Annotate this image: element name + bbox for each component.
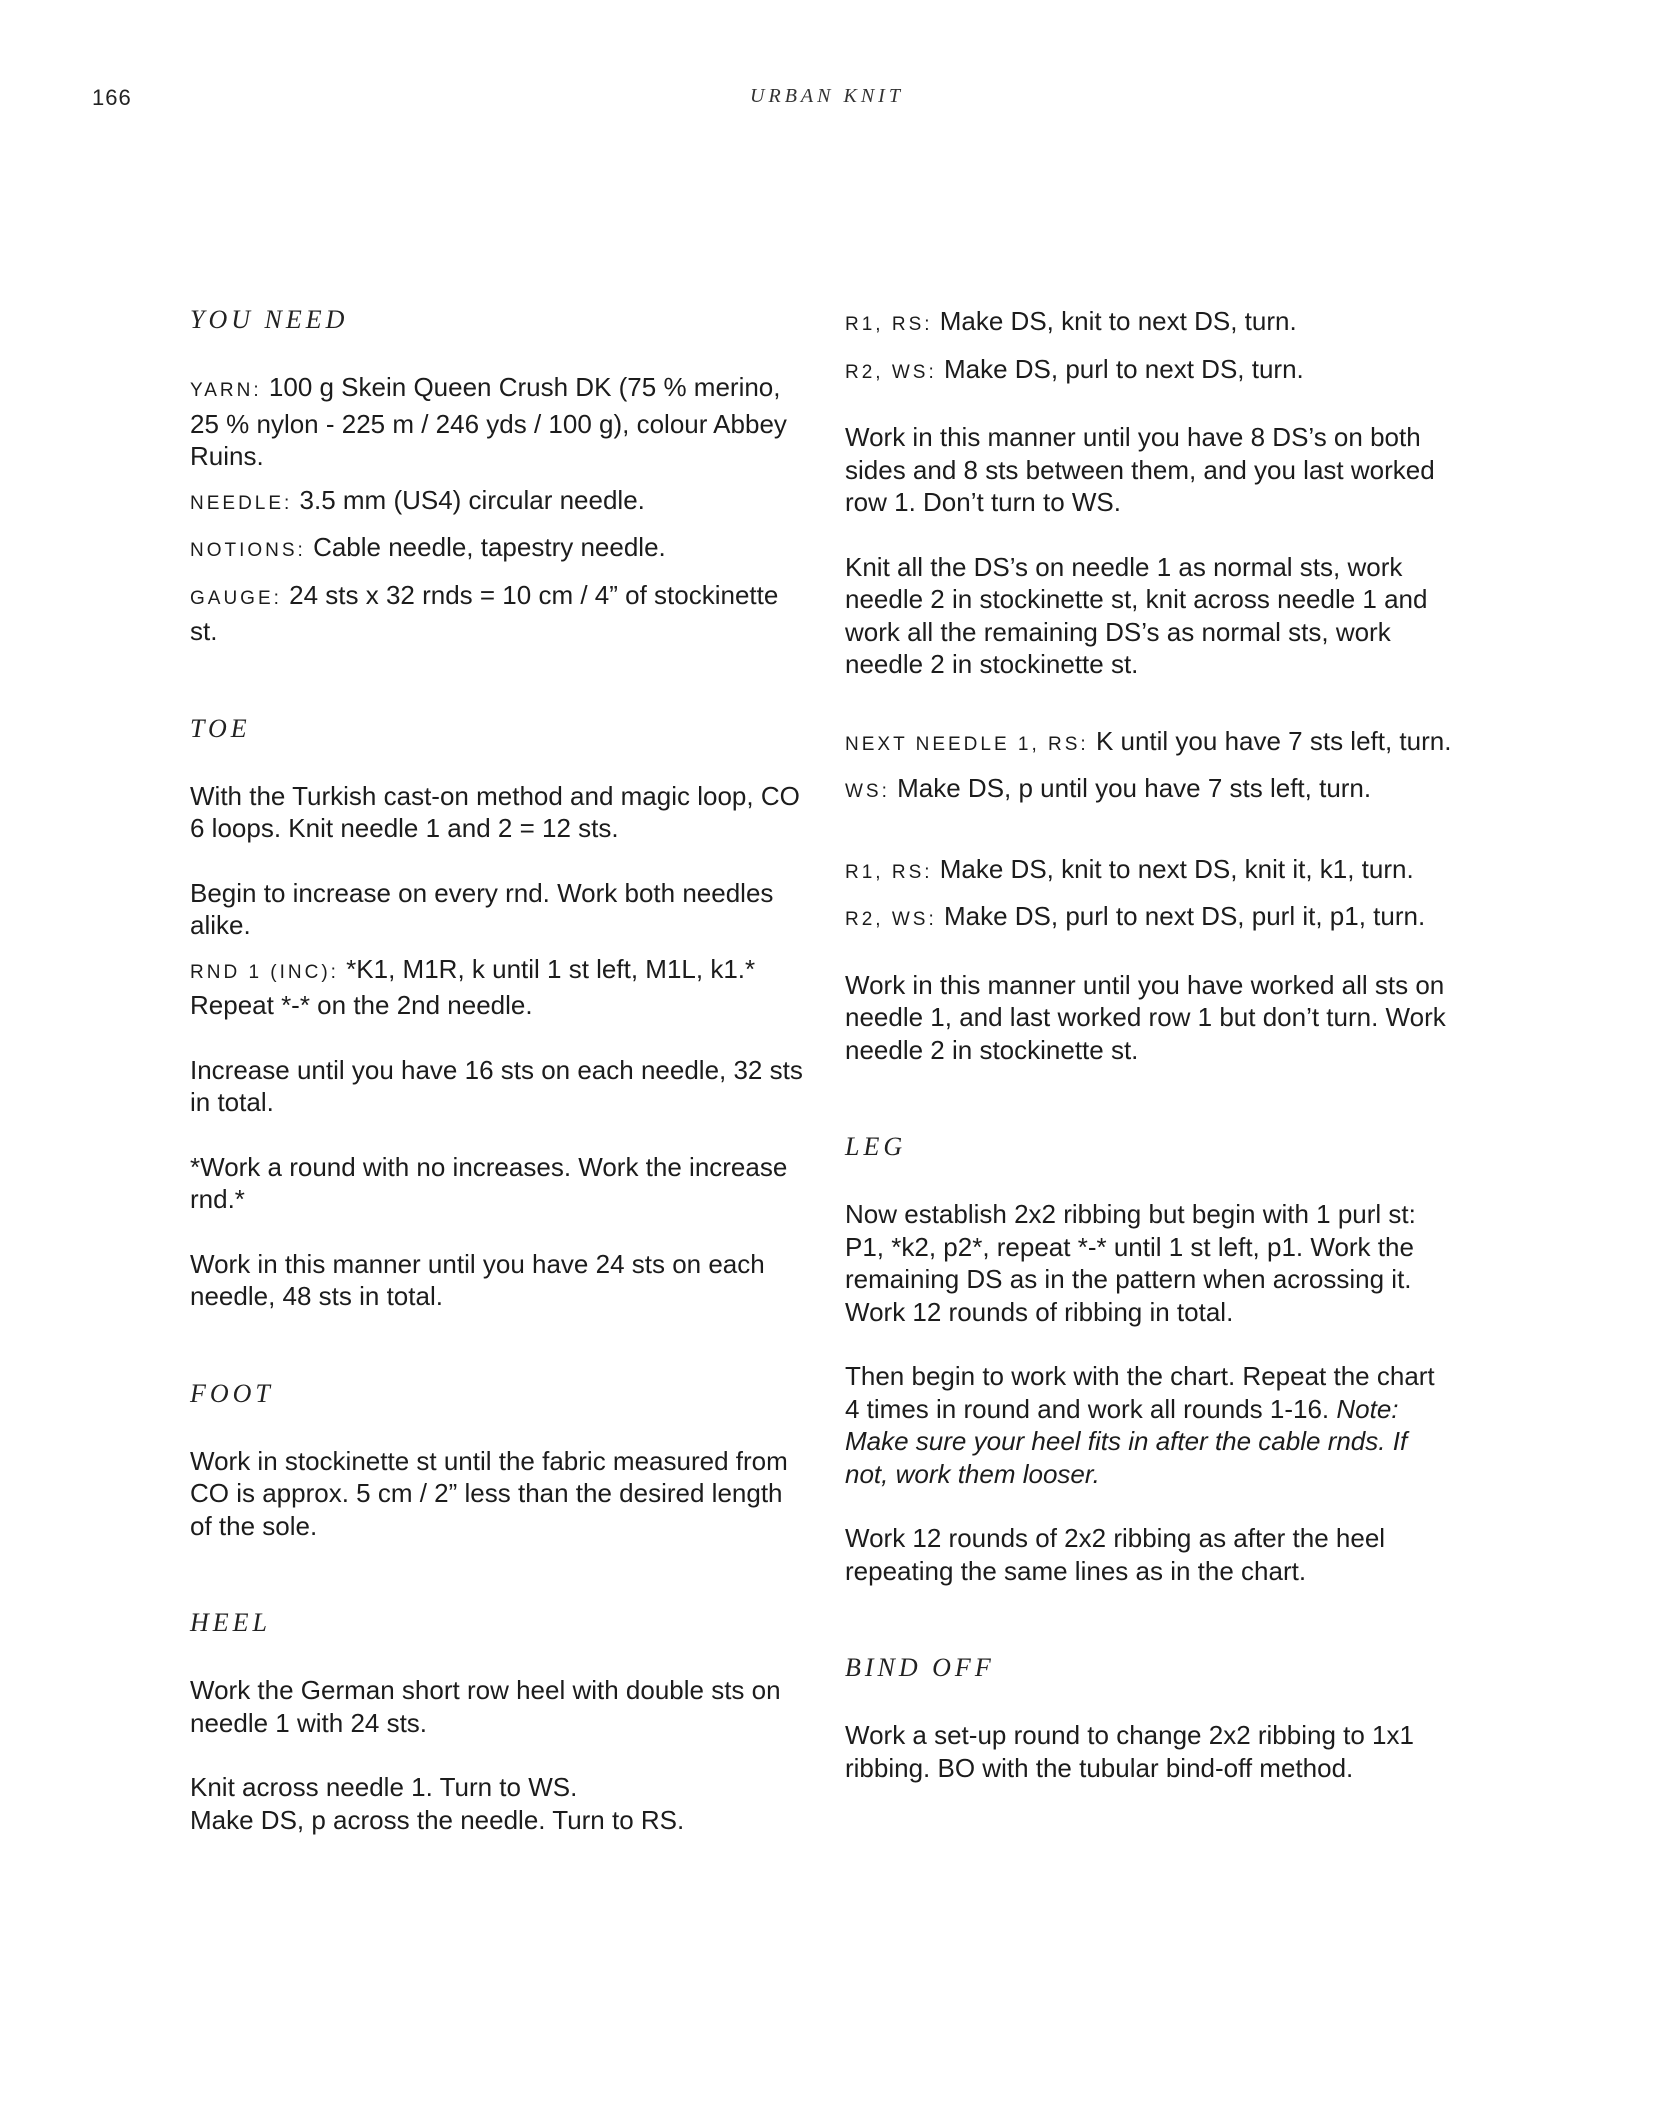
section-heading-bind-off: BIND OFF — [845, 1653, 995, 1682]
row-text: Make DS, knit to next DS, knit it, k1, turn. — [932, 853, 1414, 884]
row-text: Make DS, purl to next DS, purl it, p1, turn. — [936, 901, 1426, 931]
row-label: R1, RS: — [845, 861, 933, 883]
needle-text: 3.5 mm (US4) circular needle. — [292, 484, 645, 515]
leg-text: Then begin to work with the chart. Repeat the chart 4 times in round and work all rounds 1-16. — [845, 1361, 1435, 1424]
heel-paragraph — [190, 1771, 810, 1836]
toe-paragraph: With the Turkish cast-on method and magic loop, CO 6 loops. Knit needle 1 and 2 = 12 sts. — [190, 780, 800, 843]
bind-off-paragraph: Work a set-up round to change 2x2 ribbing to 1x1 ribbing. BO with the tubular bind-off method. — [845, 1720, 1414, 1783]
heel-row-instruction — [845, 853, 1455, 890]
running-title: URBAN KNIT — [750, 85, 904, 107]
heel-paragraph: Work the German short row heel with double sts on needle 1 with 24 sts. — [190, 1675, 781, 1738]
toe-paragraph: Increase until you have 16 sts on each needle, 32 sts in total. — [190, 1054, 803, 1117]
leg-paragraph — [845, 1360, 1455, 1490]
page-number: 166 — [92, 85, 132, 110]
gauge-spec — [190, 579, 810, 648]
notions-text: Cable needle, tapestry needle. — [305, 532, 666, 562]
needle-spec — [190, 484, 810, 521]
row-text: Make DS, knit to next DS, turn. — [932, 306, 1297, 336]
row-text: Make DS, p until you have 7 sts left, turn. — [889, 773, 1372, 803]
section-heading-leg: LEG — [845, 1132, 907, 1161]
row-label: R2, WS: — [845, 909, 937, 930]
right-column — [845, 305, 1455, 1784]
heel-row-instruction — [845, 900, 1455, 937]
section-heading-foot: FOOT — [190, 1378, 274, 1408]
foot-paragraph: Work in stockinette st until the fabric measured from CO is approx. 5 cm / 2” less than the desired length of the sole. — [190, 1445, 788, 1541]
heel-row-instruction — [845, 772, 1455, 809]
row-label: WS: — [845, 781, 890, 802]
yarn-label: YARN: — [190, 380, 262, 401]
section-heading-you-need: YOU NEED — [190, 305, 349, 334]
heel-paragraph: Work in this manner until you have 8 DS’s on both sides and 8 sts between them, and you last worked row 1. Don’t turn to WS. — [845, 422, 1435, 517]
row-label: NEXT NEEDLE 1, RS: — [845, 733, 1089, 755]
notions-label: NOTIONS: — [190, 540, 306, 561]
needle-label: NEEDLE: — [190, 492, 293, 514]
row-text: Make DS, purl to next DS, turn. — [936, 353, 1304, 384]
toe-paragraph: Begin to increase on every rnd. Work both needles alike. — [190, 877, 774, 940]
toe-round-instruction — [190, 953, 810, 1022]
row-text: K until you have 7 sts left, turn. — [1088, 725, 1452, 756]
heel-paragraph: Work in this manner until you have worked all sts on needle 1, and last worked row 1 but don’t turn. Work needle 2 in stockinette st. — [845, 969, 1446, 1065]
heel-paragraph: Knit all the DS’s on needle 1 as normal sts, work needle 2 in stockinette st, knit across needle 1 and work all the remaining DS’s as normal sts, work needle 2 in stockinette st. — [845, 551, 1428, 679]
leg-note: Note: Make sure your heel fits in after the cable rnds. If not, work them looser. — [845, 1393, 1408, 1489]
heel-line: Make DS, p across the needle. Turn to RS. — [190, 1804, 685, 1835]
heel-row-instruction — [845, 305, 1455, 342]
toe-paragraph: *Work a round with no increases. Work the increase rnd.* — [190, 1151, 788, 1214]
notions-spec — [190, 531, 810, 568]
row-label: R1, RS: — [845, 314, 933, 335]
section-heading-heel: HEEL — [190, 1608, 271, 1637]
yarn-spec — [190, 371, 810, 473]
gauge-label: GAUGE: — [190, 587, 282, 609]
toe-paragraph: Work in this manner until you have 24 sts on each needle, 48 sts in total. — [190, 1248, 765, 1311]
row-label: R2, WS: — [845, 361, 937, 383]
section-heading-toe: TOE — [190, 713, 251, 743]
leg-paragraph: Now establish 2x2 ribbing but begin with 1 purl st: P1, *k2, p2*, repeat *-* until 1 st left, p1. Work the remaining DS as in the pattern when acrossing it. Work 12 rounds of ribbing in total. — [845, 1199, 1416, 1327]
heel-row-instruction — [845, 353, 1455, 390]
yarn-text: 100 g Skein Queen Crush DK (75 % merino, 25 % nylon - 225 m / 246 yds / 100 g), colour Abbey Ruins. — [190, 372, 787, 471]
round-label: RND 1 (INC): — [190, 961, 339, 983]
heel-line: Knit across needle 1. Turn to WS. — [190, 1772, 578, 1802]
round-text: *K1, M1R, k until 1 st left, M1L, k1.* Repeat *-* on the 2nd needle. — [190, 953, 756, 1020]
left-column — [190, 302, 810, 1836]
gauge-text: 24 sts x 32 rnds = 10 cm / 4” of stockinette st. — [190, 579, 779, 646]
leg-paragraph: Work 12 rounds of 2x2 ribbing as after the heel repeating the same lines as in the chart. — [845, 1523, 1386, 1586]
heel-row-instruction — [845, 725, 1455, 762]
